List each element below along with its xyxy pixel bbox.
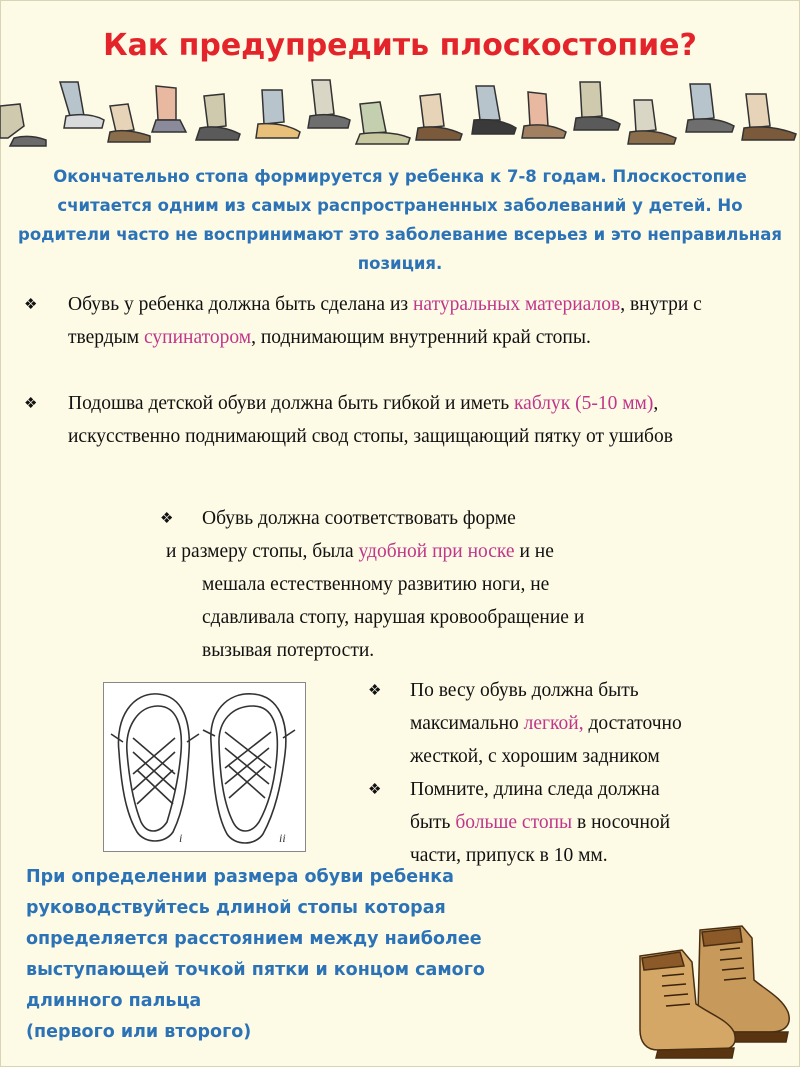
- intro-paragraph: Окончательно стопа формируется у ребенка к 7-8 годам. Плоскостопие считается одним из самых распространенных заболеваний у детей. Но родители часто не воспринимают это заболевание всерьез и это неправильная позиция.: [18, 167, 782, 273]
- bullet-item-3: [160, 502, 760, 667]
- bullet-5-text-b: в носочной: [572, 812, 671, 833]
- bullet-3-text-b: и не: [514, 541, 554, 562]
- bullet-4-highlight: легкой,: [523, 713, 584, 734]
- bullet-1-highlight-b: супинатором: [144, 327, 252, 348]
- footer-line-2: руководствуйтесь длиной стопы которая: [26, 898, 446, 918]
- bullet-3-line-3: мешала естественному развитию ноги, не: [202, 574, 550, 595]
- bullet-5-highlight: больше стопы: [455, 812, 573, 833]
- bullet-3-line-1: Обувь должна соответствовать форме: [202, 508, 516, 529]
- bullet-3-line-4: сдавливала стопу, нарушая кровообращение и: [202, 607, 585, 628]
- bullet-2-text-a: Подошва детской обуви должна быть гибкой и иметь: [68, 393, 514, 414]
- bullet-4-line-2: [368, 707, 788, 740]
- figure-label-left: i: [179, 831, 183, 845]
- diamond-bullet-icon: ❖: [24, 396, 38, 412]
- bullet-1-text-a: Обувь у ребенка должна быть сделана из: [68, 294, 413, 315]
- footer-line-4: выступающей точкой пятки и концом самого: [26, 960, 485, 980]
- footer-line-5: длинного пальца: [26, 991, 202, 1011]
- footer-line-1: При определении размера обуви ребенка: [26, 867, 454, 887]
- shoes-line-drawing: [103, 682, 306, 852]
- bullet-3-highlight: удобной при носке: [358, 541, 515, 562]
- bullet-5-line-1: Помните, длина следа должна: [410, 779, 660, 800]
- diamond-bullet-icon: ❖: [160, 511, 174, 527]
- footer-paragraph: [26, 862, 626, 1048]
- bullet-4-line-1: По весу обувь должна быть: [410, 680, 639, 701]
- bullet-3-text-a: и размеру стопы, была: [166, 541, 359, 562]
- diamond-bullet-icon: ❖: [368, 782, 382, 798]
- bullet-item-4: [368, 674, 788, 773]
- brown-boots-illustration: [630, 920, 795, 1060]
- diamond-bullet-icon: ❖: [24, 297, 38, 313]
- bullet-1-text-b: , внутри с твердым: [68, 294, 702, 348]
- bullet-4-line-3: жесткой, с хорошим задником: [410, 746, 660, 767]
- bullet-item-2: [24, 387, 764, 453]
- footer-line-6: (первого или второго): [26, 1022, 252, 1042]
- footer-line-3: определяется расстоянием между наиболее: [26, 929, 482, 949]
- diamond-bullet-icon: ❖: [368, 683, 382, 699]
- bullet-1-highlight-a: натуральных материалов: [412, 294, 621, 315]
- bullet-2-text-b: , искусственно поднимающий свод стопы, защищающий пятку от ушибов: [68, 393, 673, 447]
- bullet-3-line-5: вызывая потертости.: [202, 640, 375, 661]
- bullet-1-text-c: , поднимающим внутренний край стопы.: [251, 327, 591, 348]
- bullet-item-5: [368, 773, 788, 872]
- bullet-4-text-a: максимально: [410, 713, 524, 734]
- bullet-5-line-3: части, припуск в 10 мм.: [410, 845, 608, 866]
- bullet-item-1: [24, 288, 774, 354]
- bullet-5-line-2: [368, 806, 788, 839]
- bullet-3-line-2: [160, 535, 760, 568]
- bullet-4-text-b: достаточно: [583, 713, 682, 734]
- page-title: Как предупредить плоскостопие?: [103, 28, 697, 63]
- bullet-5-text-a: быть: [410, 812, 456, 833]
- bullet-2-highlight: каблук (5-10 мм): [514, 393, 654, 414]
- walking-feet-banner: [0, 76, 800, 148]
- feet-illustration: [0, 80, 796, 146]
- figure-label-right: ii: [279, 831, 286, 845]
